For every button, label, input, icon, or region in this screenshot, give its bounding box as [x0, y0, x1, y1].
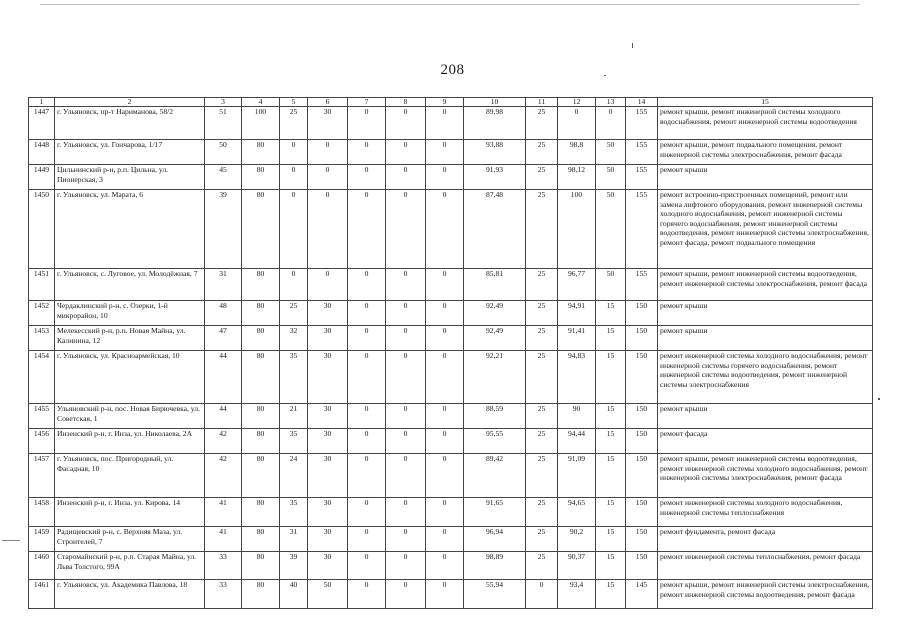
value-cell: 150 [626, 498, 658, 527]
column-header: 12 [558, 98, 596, 107]
value-cell: 0 [308, 140, 348, 165]
value-cell: 0 [348, 454, 386, 498]
value-cell: 25 [526, 301, 558, 326]
value-cell: 41 [205, 498, 242, 527]
value-cell: 30 [308, 498, 348, 527]
value-cell: 145 [626, 580, 658, 609]
value-cell: 80 [242, 552, 280, 580]
works-cell: ремонт крыши, ремонт подвального помещения, ремонт инженерной системы электроснабжения, ремонт фасада [658, 140, 873, 165]
value-cell: 89,98 [464, 107, 526, 140]
value-cell: 0 [348, 498, 386, 527]
column-header: 14 [626, 98, 658, 107]
value-cell: 42 [205, 454, 242, 498]
value-cell: 90,2 [558, 527, 596, 552]
value-cell: 25 [280, 107, 308, 140]
value-cell: 25 [526, 351, 558, 404]
value-cell: 85,81 [464, 269, 526, 301]
value-cell: 25 [526, 404, 558, 429]
column-header: 9 [426, 98, 464, 107]
value-cell: 0 [386, 301, 426, 326]
table-row [29, 498, 873, 527]
value-cell: 30 [308, 429, 348, 454]
value-cell: 94,91 [558, 301, 596, 326]
table-body [29, 107, 873, 609]
value-cell: 50 [596, 165, 626, 190]
value-cell: 0 [280, 269, 308, 301]
value-cell: 95,55 [464, 429, 526, 454]
value-cell: 150 [626, 301, 658, 326]
value-cell: 39 [205, 190, 242, 269]
column-header: 3 [205, 98, 242, 107]
value-cell: 98,8 [558, 140, 596, 165]
value-cell: 25 [280, 301, 308, 326]
value-cell: 0 [426, 454, 464, 498]
value-cell: 155 [626, 190, 658, 269]
value-cell: 0 [426, 301, 464, 326]
value-cell: 80 [242, 429, 280, 454]
value-cell: 80 [242, 404, 280, 429]
value-cell: 94,44 [558, 429, 596, 454]
table-row [29, 301, 873, 326]
value-cell: 25 [526, 552, 558, 580]
value-cell: 15 [596, 454, 626, 498]
value-cell: 100 [242, 107, 280, 140]
value-cell: 150 [626, 429, 658, 454]
value-cell: 30 [308, 351, 348, 404]
value-cell: 80 [242, 498, 280, 527]
value-cell: 150 [626, 326, 658, 351]
value-cell: 155 [626, 140, 658, 165]
value-cell: 50 [205, 140, 242, 165]
scan-mark [2, 540, 20, 541]
value-cell: 0 [386, 498, 426, 527]
value-cell: 0 [426, 351, 464, 404]
value-cell: 32 [280, 326, 308, 351]
value-cell: 150 [626, 351, 658, 404]
value-cell: 0 [426, 552, 464, 580]
row-number-cell: 1449 [29, 165, 55, 190]
row-number-cell: 1448 [29, 140, 55, 165]
works-cell: ремонт крыши, ремонт инженерной системы электроснабжения, ремонт инженерной системы водоотведения, ремонт фасада [658, 580, 873, 609]
value-cell: 0 [348, 580, 386, 609]
value-cell: 0 [426, 140, 464, 165]
row-number-cell: 1455 [29, 404, 55, 429]
works-cell: ремонт крыши [658, 165, 873, 190]
works-cell: ремонт крыши, ремонт инженерной системы водоотведения, ремонт инженерной системы электроснабжения, ремонт фасада [658, 269, 873, 301]
value-cell: 0 [426, 429, 464, 454]
value-cell: 0 [386, 527, 426, 552]
value-cell: 150 [626, 552, 658, 580]
value-cell: 51 [205, 107, 242, 140]
address-cell: г. Ульяновск, пр-т Нариманова, 58/2 [55, 107, 205, 140]
value-cell: 15 [596, 580, 626, 609]
column-header: 5 [280, 98, 308, 107]
column-header: 10 [464, 98, 526, 107]
value-cell: 25 [526, 269, 558, 301]
value-cell: 0 [558, 107, 596, 140]
value-cell: 0 [386, 107, 426, 140]
works-cell: ремонт фундамента, ремонт фасада [658, 527, 873, 552]
value-cell: 50 [596, 140, 626, 165]
works-cell: ремонт инженерной системы холодного водоснабжения, ремонт инженерной системы горячего водоснабжения, ремонт инженерной системы водоотведения, ремонт инженерной системы электроснабжения [658, 351, 873, 404]
value-cell: 80 [242, 190, 280, 269]
address-cell: г. Ульяновск, ул. Красноармейская, 10 [55, 351, 205, 404]
column-header: 4 [242, 98, 280, 107]
value-cell: 80 [242, 269, 280, 301]
value-cell: 0 [386, 552, 426, 580]
value-cell: 0 [280, 140, 308, 165]
value-cell: 0 [308, 269, 348, 301]
value-cell: 55,94 [464, 580, 526, 609]
scan-edge-top [40, 4, 860, 5]
table-row [29, 190, 873, 269]
value-cell: 35 [280, 351, 308, 404]
value-cell: 25 [526, 498, 558, 527]
value-cell: 91,93 [464, 165, 526, 190]
value-cell: 91,65 [464, 498, 526, 527]
value-cell: 98,12 [558, 165, 596, 190]
column-header: 13 [596, 98, 626, 107]
value-cell: 150 [626, 404, 658, 429]
value-cell: 0 [426, 404, 464, 429]
value-cell: 0 [386, 580, 426, 609]
register-table [28, 97, 873, 609]
value-cell: 0 [426, 527, 464, 552]
value-cell: 0 [426, 580, 464, 609]
works-cell: ремонт крыши [658, 404, 873, 429]
value-cell: 30 [308, 404, 348, 429]
value-cell: 0 [348, 326, 386, 351]
value-cell: 91,09 [558, 454, 596, 498]
row-number-cell: 1451 [29, 269, 55, 301]
address-cell: Чердаклинский р-н, с. Озерки, 1-й микрорайон, 10 [55, 301, 205, 326]
value-cell: 98,89 [464, 552, 526, 580]
row-number-cell: 1461 [29, 580, 55, 609]
value-cell: 155 [626, 107, 658, 140]
value-cell: 25 [526, 454, 558, 498]
table-row [29, 454, 873, 498]
header-row [29, 98, 873, 107]
page-number: 208 [440, 62, 465, 78]
address-cell: Мелекесский р-н, р.п. Новая Майна, ул. Калинина, 12 [55, 326, 205, 351]
row-number-cell: 1457 [29, 454, 55, 498]
value-cell: 0 [348, 552, 386, 580]
value-cell: 0 [348, 269, 386, 301]
row-number-cell: 1454 [29, 351, 55, 404]
value-cell: 40 [280, 580, 308, 609]
value-cell: 15 [596, 351, 626, 404]
value-cell: 80 [242, 301, 280, 326]
column-header: 2 [55, 98, 205, 107]
value-cell: 45 [205, 165, 242, 190]
value-cell: 80 [242, 527, 280, 552]
address-cell: Радищевский р-н, с. Верхняя Маза, ул. Строителей, 7 [55, 527, 205, 552]
row-number-cell: 1452 [29, 301, 55, 326]
value-cell: 25 [526, 140, 558, 165]
value-cell: 0 [280, 190, 308, 269]
value-cell: 15 [596, 429, 626, 454]
value-cell: 0 [280, 165, 308, 190]
table-row [29, 580, 873, 609]
value-cell: 0 [596, 107, 626, 140]
table-row [29, 269, 873, 301]
value-cell: 92,49 [464, 326, 526, 351]
value-cell: 0 [426, 190, 464, 269]
value-cell: 0 [426, 107, 464, 140]
value-cell: 25 [526, 527, 558, 552]
row-number-cell: 1458 [29, 498, 55, 527]
value-cell: 91,41 [558, 326, 596, 351]
table-row [29, 404, 873, 429]
value-cell: 88,59 [464, 404, 526, 429]
table-row [29, 527, 873, 552]
value-cell: 0 [426, 269, 464, 301]
column-header: 15 [658, 98, 873, 107]
value-cell: 30 [308, 552, 348, 580]
value-cell: 25 [526, 107, 558, 140]
value-cell: 44 [205, 351, 242, 404]
value-cell: 24 [280, 454, 308, 498]
value-cell: 30 [308, 107, 348, 140]
value-cell: 33 [205, 552, 242, 580]
value-cell: 50 [596, 269, 626, 301]
value-cell: 15 [596, 326, 626, 351]
value-cell: 50 [596, 190, 626, 269]
value-cell: 0 [348, 301, 386, 326]
address-cell: Инзенский р-н, г. Инза, ул. Кирова, 14 [55, 498, 205, 527]
works-cell: ремонт встроенно-пристроенных помещений, ремонт или замена лифтового оборудования, ремонт инженерной системы холодного водоснабжения, ремонт инженерной системы горячего водоснабжения, ремонт инженерной системы водоотведения, ремонт инженерной системы электроснабжения, ремонт фасада, ремонт подвального помещения [658, 190, 873, 269]
value-cell: 0 [386, 165, 426, 190]
table-row [29, 429, 873, 454]
value-cell: 80 [242, 326, 280, 351]
value-cell: 80 [242, 454, 280, 498]
value-cell: 0 [386, 404, 426, 429]
row-number-cell: 1447 [29, 107, 55, 140]
address-cell: Инзенский р-н, г. Инза, ул. Николаева, 2А [55, 429, 205, 454]
value-cell: 30 [308, 454, 348, 498]
value-cell: 80 [242, 351, 280, 404]
scan-mark [878, 398, 880, 400]
table-row [29, 552, 873, 580]
value-cell: 80 [242, 580, 280, 609]
value-cell: 47 [205, 326, 242, 351]
value-cell: 50 [308, 580, 348, 609]
value-cell: 94,65 [558, 498, 596, 527]
value-cell: 44 [205, 404, 242, 429]
value-cell: 150 [626, 527, 658, 552]
table-row [29, 107, 873, 140]
value-cell: 39 [280, 552, 308, 580]
value-cell: 0 [386, 140, 426, 165]
works-cell: ремонт инженерной системы холодного водоснабжения, инженерной системы теплоснабжения [658, 498, 873, 527]
address-cell: г. Ульяновск, пос. Пригородный, ул. Фасадная, 10 [55, 454, 205, 498]
value-cell: 80 [242, 140, 280, 165]
value-cell: 0 [386, 326, 426, 351]
value-cell: 25 [526, 165, 558, 190]
value-cell: 30 [308, 326, 348, 351]
value-cell: 96,94 [464, 527, 526, 552]
value-cell: 0 [386, 454, 426, 498]
value-cell: 0 [308, 190, 348, 269]
value-cell: 25 [526, 326, 558, 351]
value-cell: 0 [386, 269, 426, 301]
value-cell: 41 [205, 527, 242, 552]
table-row [29, 351, 873, 404]
value-cell: 30 [308, 527, 348, 552]
value-cell: 96,77 [558, 269, 596, 301]
row-number-cell: 1460 [29, 552, 55, 580]
value-cell: 0 [348, 190, 386, 269]
value-cell: 15 [596, 301, 626, 326]
column-header: 6 [308, 98, 348, 107]
value-cell: 15 [596, 498, 626, 527]
value-cell: 0 [348, 404, 386, 429]
column-header: 7 [348, 98, 386, 107]
address-cell: Старомайнский р-н, р.п. Старая Майна, ул. Льва Толстого, 99А [55, 552, 205, 580]
value-cell: 25 [526, 429, 558, 454]
row-number-cell: 1459 [29, 527, 55, 552]
value-cell: 0 [348, 165, 386, 190]
works-cell: ремонт фасада [658, 429, 873, 454]
value-cell: 0 [426, 326, 464, 351]
value-cell: 48 [205, 301, 242, 326]
value-cell: 15 [596, 552, 626, 580]
address-cell: г. Ульяновск, с. Луговое, ул. Молодёжная, 7 [55, 269, 205, 301]
value-cell: 31 [205, 269, 242, 301]
value-cell: 0 [426, 165, 464, 190]
address-cell: г. Ульяновск, ул. Марата, 6 [55, 190, 205, 269]
value-cell: 0 [348, 351, 386, 404]
value-cell: 0 [526, 580, 558, 609]
works-cell: ремонт крыши, ремонт инженерной системы холодного водоснабжения, ремонт инженерной системы водоотведения [658, 107, 873, 140]
value-cell: 15 [596, 404, 626, 429]
value-cell: 155 [626, 165, 658, 190]
value-cell: 0 [386, 190, 426, 269]
works-cell: ремонт крыши [658, 301, 873, 326]
column-header: 11 [526, 98, 558, 107]
value-cell: 21 [280, 404, 308, 429]
row-number-cell: 1450 [29, 190, 55, 269]
address-cell: г. Ульяновск, ул. Академика Павлова, 18 [55, 580, 205, 609]
value-cell: 93,88 [464, 140, 526, 165]
table-row [29, 165, 873, 190]
column-header: 1 [29, 98, 55, 107]
value-cell: 31 [280, 527, 308, 552]
value-cell: 92,21 [464, 351, 526, 404]
scan-mark [632, 43, 633, 48]
value-cell: 25 [526, 190, 558, 269]
row-number-cell: 1453 [29, 326, 55, 351]
value-cell: 93,4 [558, 580, 596, 609]
value-cell: 0 [386, 429, 426, 454]
value-cell: 42 [205, 429, 242, 454]
value-cell: 89,42 [464, 454, 526, 498]
address-cell: г. Ульяновск, ул. Гончарова, 1/17 [55, 140, 205, 165]
value-cell: 100 [558, 190, 596, 269]
value-cell: 150 [626, 454, 658, 498]
address-cell: Ульяновский р-н, пос. Новая Бирючевка, ул. Советская, 1 [55, 404, 205, 429]
value-cell: 0 [348, 527, 386, 552]
value-cell: 0 [308, 165, 348, 190]
column-header: 8 [386, 98, 426, 107]
table-row [29, 326, 873, 351]
value-cell: 0 [348, 140, 386, 165]
table-row [29, 140, 873, 165]
value-cell: 92,49 [464, 301, 526, 326]
value-cell: 15 [596, 527, 626, 552]
row-number-cell: 1456 [29, 429, 55, 454]
value-cell: 35 [280, 498, 308, 527]
value-cell: 0 [348, 429, 386, 454]
value-cell: 0 [426, 498, 464, 527]
value-cell: 33 [205, 580, 242, 609]
value-cell: 0 [386, 351, 426, 404]
address-cell: Цильнинский р-н, р.п. Цильна, ул. Пионерская, 3 [55, 165, 205, 190]
value-cell: 155 [626, 269, 658, 301]
works-cell: ремонт крыши, ремонт инженерной системы водоотведения, ремонт инженерной системы холодного водоснабжения, ремонт инженерной системы электроснабжения, ремонт фасада [658, 454, 873, 498]
works-cell: ремонт крыши [658, 326, 873, 351]
value-cell: 90 [558, 404, 596, 429]
works-cell: ремонт инженерной системы теплоснабжения, ремонт фасада [658, 552, 873, 580]
value-cell: 30 [308, 301, 348, 326]
value-cell: 90,37 [558, 552, 596, 580]
value-cell: 94,83 [558, 351, 596, 404]
value-cell: 0 [348, 107, 386, 140]
value-cell: 87,48 [464, 190, 526, 269]
value-cell: 35 [280, 429, 308, 454]
value-cell: 80 [242, 165, 280, 190]
